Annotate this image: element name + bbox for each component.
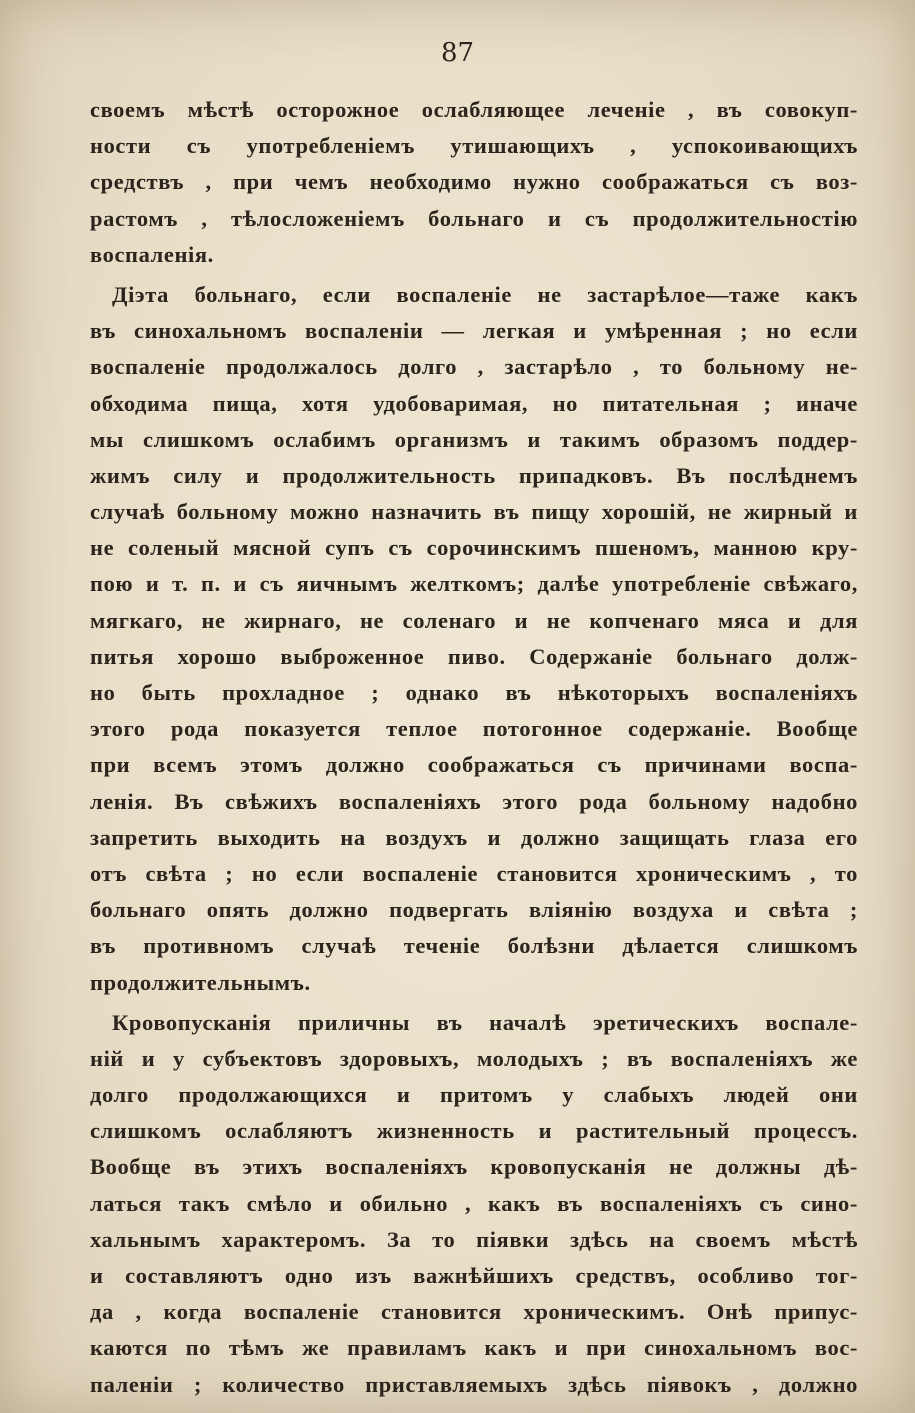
text-line: этого рода показуется теплое потогонное содержаніе. Вообще xyxy=(90,716,858,742)
text-line: воспаленіе продолжалось долго , застарѣло , то больному не- xyxy=(90,354,858,380)
text-line: питья хорошо выброженное пиво. Содержаніе больнаго долж- xyxy=(90,643,858,669)
text-line: при всемъ этомъ должно соображаться съ причинами воспа- xyxy=(90,752,858,778)
text-line: мы слишкомъ ослабимъ организмъ и такимъ образомъ поддер- xyxy=(90,426,858,452)
text-line: Діэта больнаго, если воспаленіе не застарѣлое—таже какъ xyxy=(112,281,858,307)
text-line: случаѣ больному можно назначить въ пищу хорошій, не жирный и xyxy=(90,499,858,525)
text-line: но быть прохладное ; однако въ нѣкоторыхъ воспаленіяхъ xyxy=(90,680,858,705)
text-line: растомъ , тѣлосложеніемъ больнаго и съ продолжительностію xyxy=(90,205,858,231)
text-line: каются по тѣмъ же правиламъ какъ и при синохальномъ вос- xyxy=(90,1335,858,1361)
text-line: въ синохальномъ воспаленіи — легкая и умѣренная ; но если xyxy=(90,318,858,344)
text-line: больнаго опять должно подвергать вліянію воздуха и свѣта ; xyxy=(90,897,858,923)
text-line: ленія. Въ свѣжихъ воспаленіяхъ этого рода больному надобно xyxy=(90,788,858,814)
text-line: своемъ мѣстѣ осторожное ослабляющее леченіе , въ совокуп- xyxy=(90,97,858,122)
page-body-text xyxy=(90,92,858,1403)
text-line: хальнымъ характеромъ. За то піявки здѣсь на своемъ мѣстѣ xyxy=(90,1226,858,1252)
text-line: воспаленія. xyxy=(90,241,214,267)
text-line: обходима пища, хотя удобоваримая, но питательная ; иначе xyxy=(90,390,858,416)
text-line: не соленый мясной супъ съ сорочинскимъ пшеномъ, манною кру- xyxy=(90,535,858,561)
text-line: долго продолжающихся и притомъ у слабыхъ людей они xyxy=(90,1082,858,1108)
text-line: паленіи ; количество приставляемыхъ здѣсь піявокъ , должно xyxy=(90,1371,858,1397)
text-line: запретить выходить на воздухъ и должно защищать глаза его xyxy=(90,824,858,850)
text-line: и составляютъ одно изъ важнѣйшихъ средствъ, особливо тог- xyxy=(90,1263,858,1288)
text-line: слишкомъ ослабляютъ жизненность и растительный процессъ. xyxy=(90,1118,858,1144)
text-line: да , когда воспаленіе становится хроническимъ. Онѣ припус- xyxy=(90,1299,858,1325)
text-line: Кровопусканія приличны въ началѣ эретическихъ воспале- xyxy=(112,1009,858,1035)
text-line: отъ свѣта ; но если воспаленіе становится хроническимъ , то xyxy=(90,860,858,886)
text-line: латься такъ смѣло и обильно , какъ въ воспаленіяхъ съ сино- xyxy=(90,1190,858,1216)
text-line: ній и у субъектовъ здоровыхъ, молодыхъ ; въ воспаленіяхъ же xyxy=(90,1045,858,1071)
text-line: пою и т. п. и съ яичнымъ желткомъ; далѣе употребленіе свѣжаго, xyxy=(90,571,858,597)
text-line: мягкаго, не жирнаго, не соленаго и не копченаго мяса и для xyxy=(90,607,858,633)
text-line: Вообще въ этихъ воспаленіяхъ кровопусканія не должны дѣ- xyxy=(90,1154,858,1180)
text-line: въ противномъ случаѣ теченіе болѣзни дѣлается слишкомъ xyxy=(90,933,858,959)
page-number: 87 xyxy=(440,38,475,68)
text-line: жимъ силу и продолжительность припадковъ. Въ послѣднемъ xyxy=(90,462,858,488)
text-line: средствъ , при чемъ необходимо нужно соображаться съ воз- xyxy=(90,169,858,195)
text-line: продолжительнымъ. xyxy=(90,969,311,995)
text-line: ности съ употребленіемъ утишающихъ , успокоивающихъ xyxy=(90,133,858,159)
